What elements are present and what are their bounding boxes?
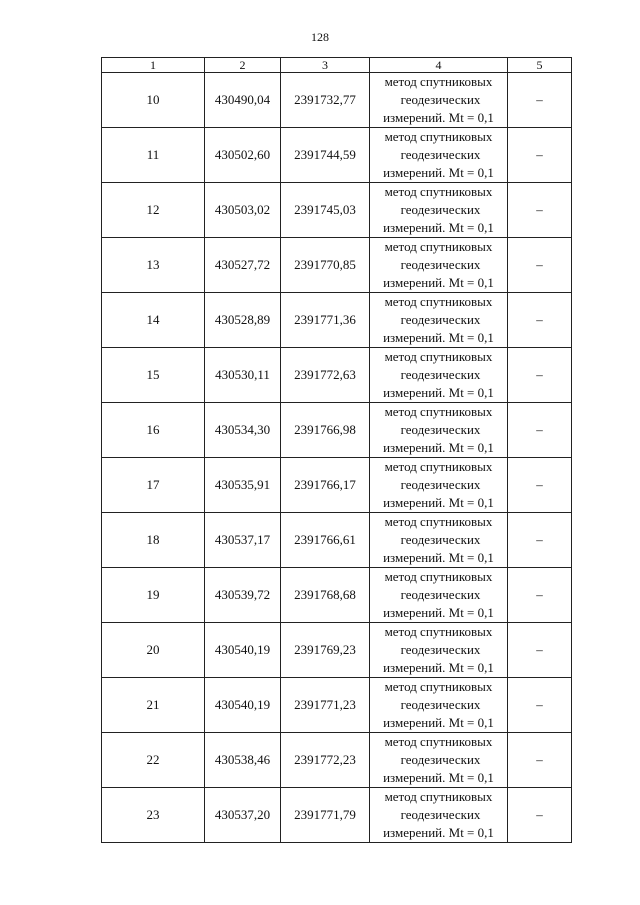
- method-cell: [370, 183, 508, 238]
- point-number-cell: 21: [102, 678, 205, 733]
- method-text-line: метод спутниковых: [384, 129, 493, 144]
- table-body: [102, 73, 572, 843]
- method-cell: [370, 128, 508, 183]
- note-cell: –: [508, 348, 572, 403]
- method-text-line: геодезических: [400, 587, 481, 602]
- method-cell: [370, 733, 508, 788]
- y-coordinate-cell: 2391766,98: [281, 403, 370, 458]
- point-number-cell: 11: [102, 128, 205, 183]
- method-cell: [370, 623, 508, 678]
- y-coordinate-cell: 2391771,79: [281, 788, 370, 843]
- x-coordinate-cell: 430535,91: [205, 458, 281, 513]
- method-text-line: измерений. Mt = 0,1: [383, 825, 494, 840]
- note-cell: –: [508, 678, 572, 733]
- y-coordinate-cell: 2391766,17: [281, 458, 370, 513]
- column-header-2: 2: [205, 58, 281, 73]
- method-text-line: метод спутниковых: [384, 74, 493, 89]
- point-number-cell: 23: [102, 788, 205, 843]
- column-header-4: 4: [370, 58, 508, 73]
- table-header-row: [102, 58, 572, 73]
- method-text-line: метод спутниковых: [384, 569, 493, 584]
- point-number-cell: 19: [102, 568, 205, 623]
- point-number-cell: 20: [102, 623, 205, 678]
- method-text-line: измерений. Mt = 0,1: [383, 330, 494, 345]
- x-coordinate-cell: 430503,02: [205, 183, 281, 238]
- y-coordinate-cell: 2391732,77: [281, 73, 370, 128]
- method-cell: [370, 678, 508, 733]
- table-row: [102, 183, 572, 238]
- method-text-line: геодезических: [400, 312, 481, 327]
- note-cell: –: [508, 238, 572, 293]
- method-text-line: метод спутниковых: [384, 184, 493, 199]
- method-cell: [370, 458, 508, 513]
- method-text-line: измерений. Mt = 0,1: [383, 165, 494, 180]
- x-coordinate-cell: 430540,19: [205, 678, 281, 733]
- point-number-cell: 17: [102, 458, 205, 513]
- method-text-line: геодезических: [400, 92, 481, 107]
- column-header-1: 1: [102, 58, 205, 73]
- table-row: [102, 678, 572, 733]
- column-header-5: 5: [508, 58, 572, 73]
- x-coordinate-cell: 430537,20: [205, 788, 281, 843]
- table-row: [102, 733, 572, 788]
- method-text-line: метод спутниковых: [384, 789, 493, 804]
- method-text-line: метод спутниковых: [384, 514, 493, 529]
- y-coordinate-cell: 2391745,03: [281, 183, 370, 238]
- x-coordinate-cell: 430502,60: [205, 128, 281, 183]
- method-text-line: метод спутниковых: [384, 349, 493, 364]
- x-coordinate-cell: 430534,30: [205, 403, 281, 458]
- method-text-line: метод спутниковых: [384, 459, 493, 474]
- note-cell: –: [508, 128, 572, 183]
- point-number-cell: 22: [102, 733, 205, 788]
- point-number-cell: 12: [102, 183, 205, 238]
- x-coordinate-cell: 430538,46: [205, 733, 281, 788]
- method-cell: [370, 238, 508, 293]
- point-number-cell: 13: [102, 238, 205, 293]
- x-coordinate-cell: 430537,17: [205, 513, 281, 568]
- method-text-line: измерений. Mt = 0,1: [383, 550, 494, 565]
- y-coordinate-cell: 2391771,36: [281, 293, 370, 348]
- method-text-line: измерений. Mt = 0,1: [383, 385, 494, 400]
- table-row: [102, 513, 572, 568]
- point-number-cell: 16: [102, 403, 205, 458]
- note-cell: –: [508, 568, 572, 623]
- table-row: [102, 128, 572, 183]
- table-row: [102, 568, 572, 623]
- method-text-line: геодезических: [400, 752, 481, 767]
- method-text-line: геодезических: [400, 477, 481, 492]
- column-header-3: 3: [281, 58, 370, 73]
- table-row: [102, 623, 572, 678]
- note-cell: –: [508, 73, 572, 128]
- method-text-line: геодезических: [400, 202, 481, 217]
- method-text-line: геодезических: [400, 422, 481, 437]
- method-text-line: геодезических: [400, 642, 481, 657]
- method-cell: [370, 348, 508, 403]
- y-coordinate-cell: 2391772,23: [281, 733, 370, 788]
- method-text-line: измерений. Mt = 0,1: [383, 110, 494, 125]
- method-text-line: геодезических: [400, 257, 481, 272]
- method-text-line: геодезических: [400, 147, 481, 162]
- x-coordinate-cell: 430490,04: [205, 73, 281, 128]
- method-text-line: метод спутниковых: [384, 404, 493, 419]
- y-coordinate-cell: 2391771,23: [281, 678, 370, 733]
- method-text-line: геодезических: [400, 532, 481, 547]
- method-text-line: метод спутниковых: [384, 624, 493, 639]
- y-coordinate-cell: 2391770,85: [281, 238, 370, 293]
- table-row: [102, 458, 572, 513]
- y-coordinate-cell: 2391772,63: [281, 348, 370, 403]
- note-cell: –: [508, 623, 572, 678]
- note-cell: –: [508, 183, 572, 238]
- method-text-line: метод спутниковых: [384, 734, 493, 749]
- x-coordinate-cell: 430527,72: [205, 238, 281, 293]
- method-cell: [370, 403, 508, 458]
- page-number: 128: [311, 30, 329, 44]
- method-text-line: измерений. Mt = 0,1: [383, 440, 494, 455]
- table-row: [102, 403, 572, 458]
- y-coordinate-cell: 2391768,68: [281, 568, 370, 623]
- method-text-line: измерений. Mt = 0,1: [383, 275, 494, 290]
- point-number-cell: 18: [102, 513, 205, 568]
- method-cell: [370, 788, 508, 843]
- y-coordinate-cell: 2391766,61: [281, 513, 370, 568]
- note-cell: –: [508, 513, 572, 568]
- note-cell: –: [508, 788, 572, 843]
- method-text-line: измерений. Mt = 0,1: [383, 605, 494, 620]
- table-row: [102, 293, 572, 348]
- method-text-line: метод спутниковых: [384, 239, 493, 254]
- y-coordinate-cell: 2391769,23: [281, 623, 370, 678]
- y-coordinate-cell: 2391744,59: [281, 128, 370, 183]
- x-coordinate-cell: 430540,19: [205, 623, 281, 678]
- method-text-line: измерений. Mt = 0,1: [383, 770, 494, 785]
- note-cell: –: [508, 458, 572, 513]
- coordinates-table: [101, 57, 572, 843]
- table-row: [102, 348, 572, 403]
- point-number-cell: 10: [102, 73, 205, 128]
- method-cell: [370, 568, 508, 623]
- point-number-cell: 15: [102, 348, 205, 403]
- x-coordinate-cell: 430528,89: [205, 293, 281, 348]
- x-coordinate-cell: 430530,11: [205, 348, 281, 403]
- method-text-line: геодезических: [400, 367, 481, 382]
- method-text-line: измерений. Mt = 0,1: [383, 495, 494, 510]
- method-cell: [370, 73, 508, 128]
- method-text-line: измерений. Mt = 0,1: [383, 220, 494, 235]
- x-coordinate-cell: 430539,72: [205, 568, 281, 623]
- method-text-line: измерений. Mt = 0,1: [383, 715, 494, 730]
- note-cell: –: [508, 733, 572, 788]
- method-cell: [370, 513, 508, 568]
- table-row: [102, 238, 572, 293]
- table-row: [102, 788, 572, 843]
- table-row: [102, 73, 572, 128]
- method-cell: [370, 293, 508, 348]
- method-text-line: геодезических: [400, 697, 481, 712]
- method-text-line: метод спутниковых: [384, 679, 493, 694]
- method-text-line: геодезических: [400, 807, 481, 822]
- point-number-cell: 14: [102, 293, 205, 348]
- method-text-line: измерений. Mt = 0,1: [383, 660, 494, 675]
- method-text-line: метод спутниковых: [384, 294, 493, 309]
- note-cell: –: [508, 403, 572, 458]
- note-cell: –: [508, 293, 572, 348]
